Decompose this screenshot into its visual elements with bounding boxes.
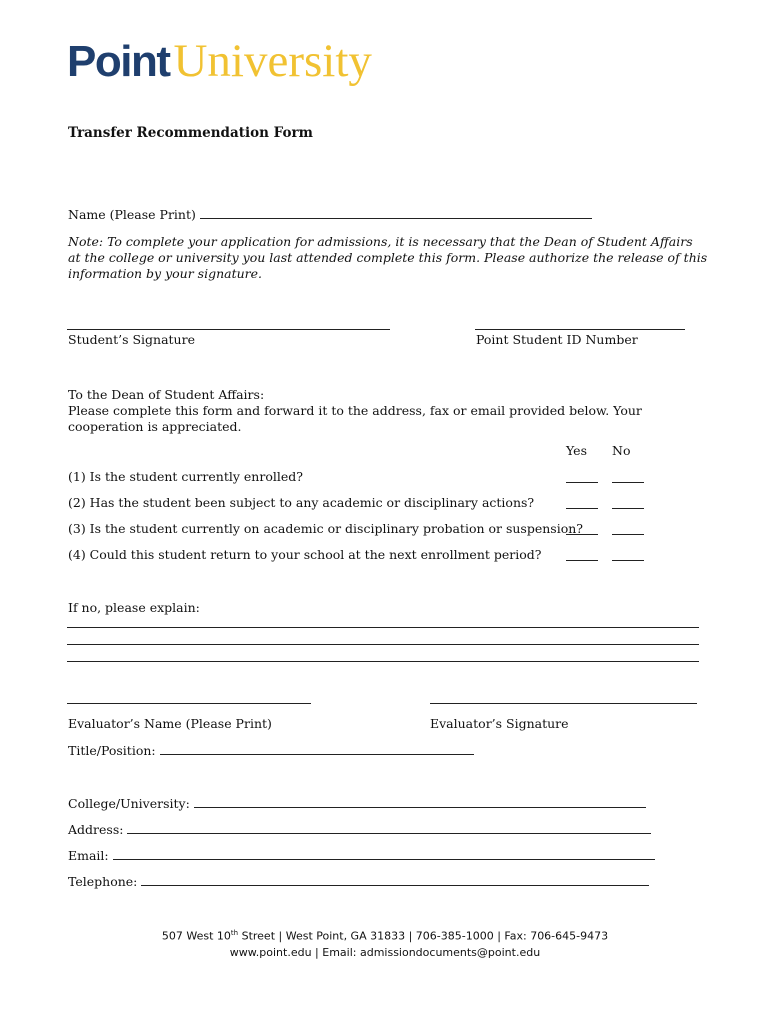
college-line[interactable] (194, 795, 646, 808)
question-2-no-blank[interactable] (612, 508, 644, 509)
footer-address-post: Street | West Point, GA 31833 | 706-385-1000 | Fax: 706-645-9473 (238, 929, 609, 943)
question-1-yes-blank[interactable] (566, 482, 598, 483)
question-2-yes-blank[interactable] (566, 508, 598, 509)
telephone-line[interactable] (141, 873, 649, 886)
question-4-yes-blank[interactable] (566, 560, 598, 561)
footer-address-pre: 507 West 10 (161, 929, 231, 943)
logo-university-text: University (173, 35, 372, 87)
form-title: Transfer Recommendation Form (68, 125, 313, 141)
logo-point-text: Point (67, 37, 170, 86)
name-field-row (68, 206, 592, 223)
title-position-line[interactable] (160, 742, 474, 755)
title-position-label: Title/Position: (68, 743, 156, 758)
footer-web-email: www.point.edu | Email: admissiondocuments@point.edu (229, 946, 541, 959)
student-signature-line[interactable] (67, 329, 390, 330)
question-3-yes-blank[interactable] (566, 534, 598, 535)
question-3-no-blank[interactable] (612, 534, 644, 535)
question-2: (2) Has the student been subject to any academic or disciplinary actions? (68, 495, 535, 510)
no-column-header: No (612, 443, 631, 458)
student-signature-label: Student’s Signature (68, 332, 195, 347)
address-label: Address: (68, 822, 124, 837)
name-input-line[interactable] (200, 206, 592, 219)
college-row (68, 795, 646, 812)
footer-address (0, 929, 770, 943)
footer-address-sup: th (230, 929, 239, 937)
email-line[interactable] (113, 847, 655, 860)
address-line[interactable] (127, 821, 651, 834)
student-id-label: Point Student ID Number (476, 332, 638, 347)
email-label: Email: (68, 848, 109, 863)
explain-line-2[interactable] (67, 644, 699, 645)
telephone-label: Telephone: (68, 874, 138, 889)
dean-instructions: Please complete this form and forward it to the address, fax or email provided below. Your cooperation is appreciated. (68, 403, 642, 434)
question-1: (1) Is the student currently enrolled? (68, 469, 303, 484)
explain-label: If no, please explain: (68, 600, 200, 615)
dean-instructions-block (68, 387, 708, 435)
explain-line-3[interactable] (67, 661, 699, 662)
name-label: Name (Please Print) (68, 207, 196, 222)
yes-column-header: Yes (566, 443, 587, 458)
explain-line-1[interactable] (67, 627, 699, 628)
question-1-no-blank[interactable] (612, 482, 644, 483)
dean-salutation: To the Dean of Student Affairs: (68, 387, 265, 402)
telephone-row (68, 873, 649, 890)
admissions-note: Note: To complete your application for admissions, it is necessary that the Dean of Student Affairs at the college or university you last attended complete this form. Please authorize the release of this information by your signature. (68, 234, 708, 281)
address-row (68, 821, 651, 838)
evaluator-name-label: Evaluator’s Name (Please Print) (68, 716, 272, 731)
evaluator-signature-line[interactable] (430, 703, 697, 704)
title-position-row (68, 742, 474, 759)
evaluator-name-line[interactable] (67, 703, 311, 704)
question-3: (3) Is the student currently on academic or disciplinary probation or suspension? (68, 521, 583, 536)
evaluator-signature-label: Evaluator’s Signature (430, 716, 569, 731)
point-university-logo (67, 35, 372, 87)
college-label: College/University: (68, 796, 190, 811)
email-row (68, 847, 655, 864)
question-4-no-blank[interactable] (612, 560, 644, 561)
student-id-line[interactable] (475, 329, 685, 330)
question-4: (4) Could this student return to your school at the next enrollment period? (68, 547, 542, 562)
